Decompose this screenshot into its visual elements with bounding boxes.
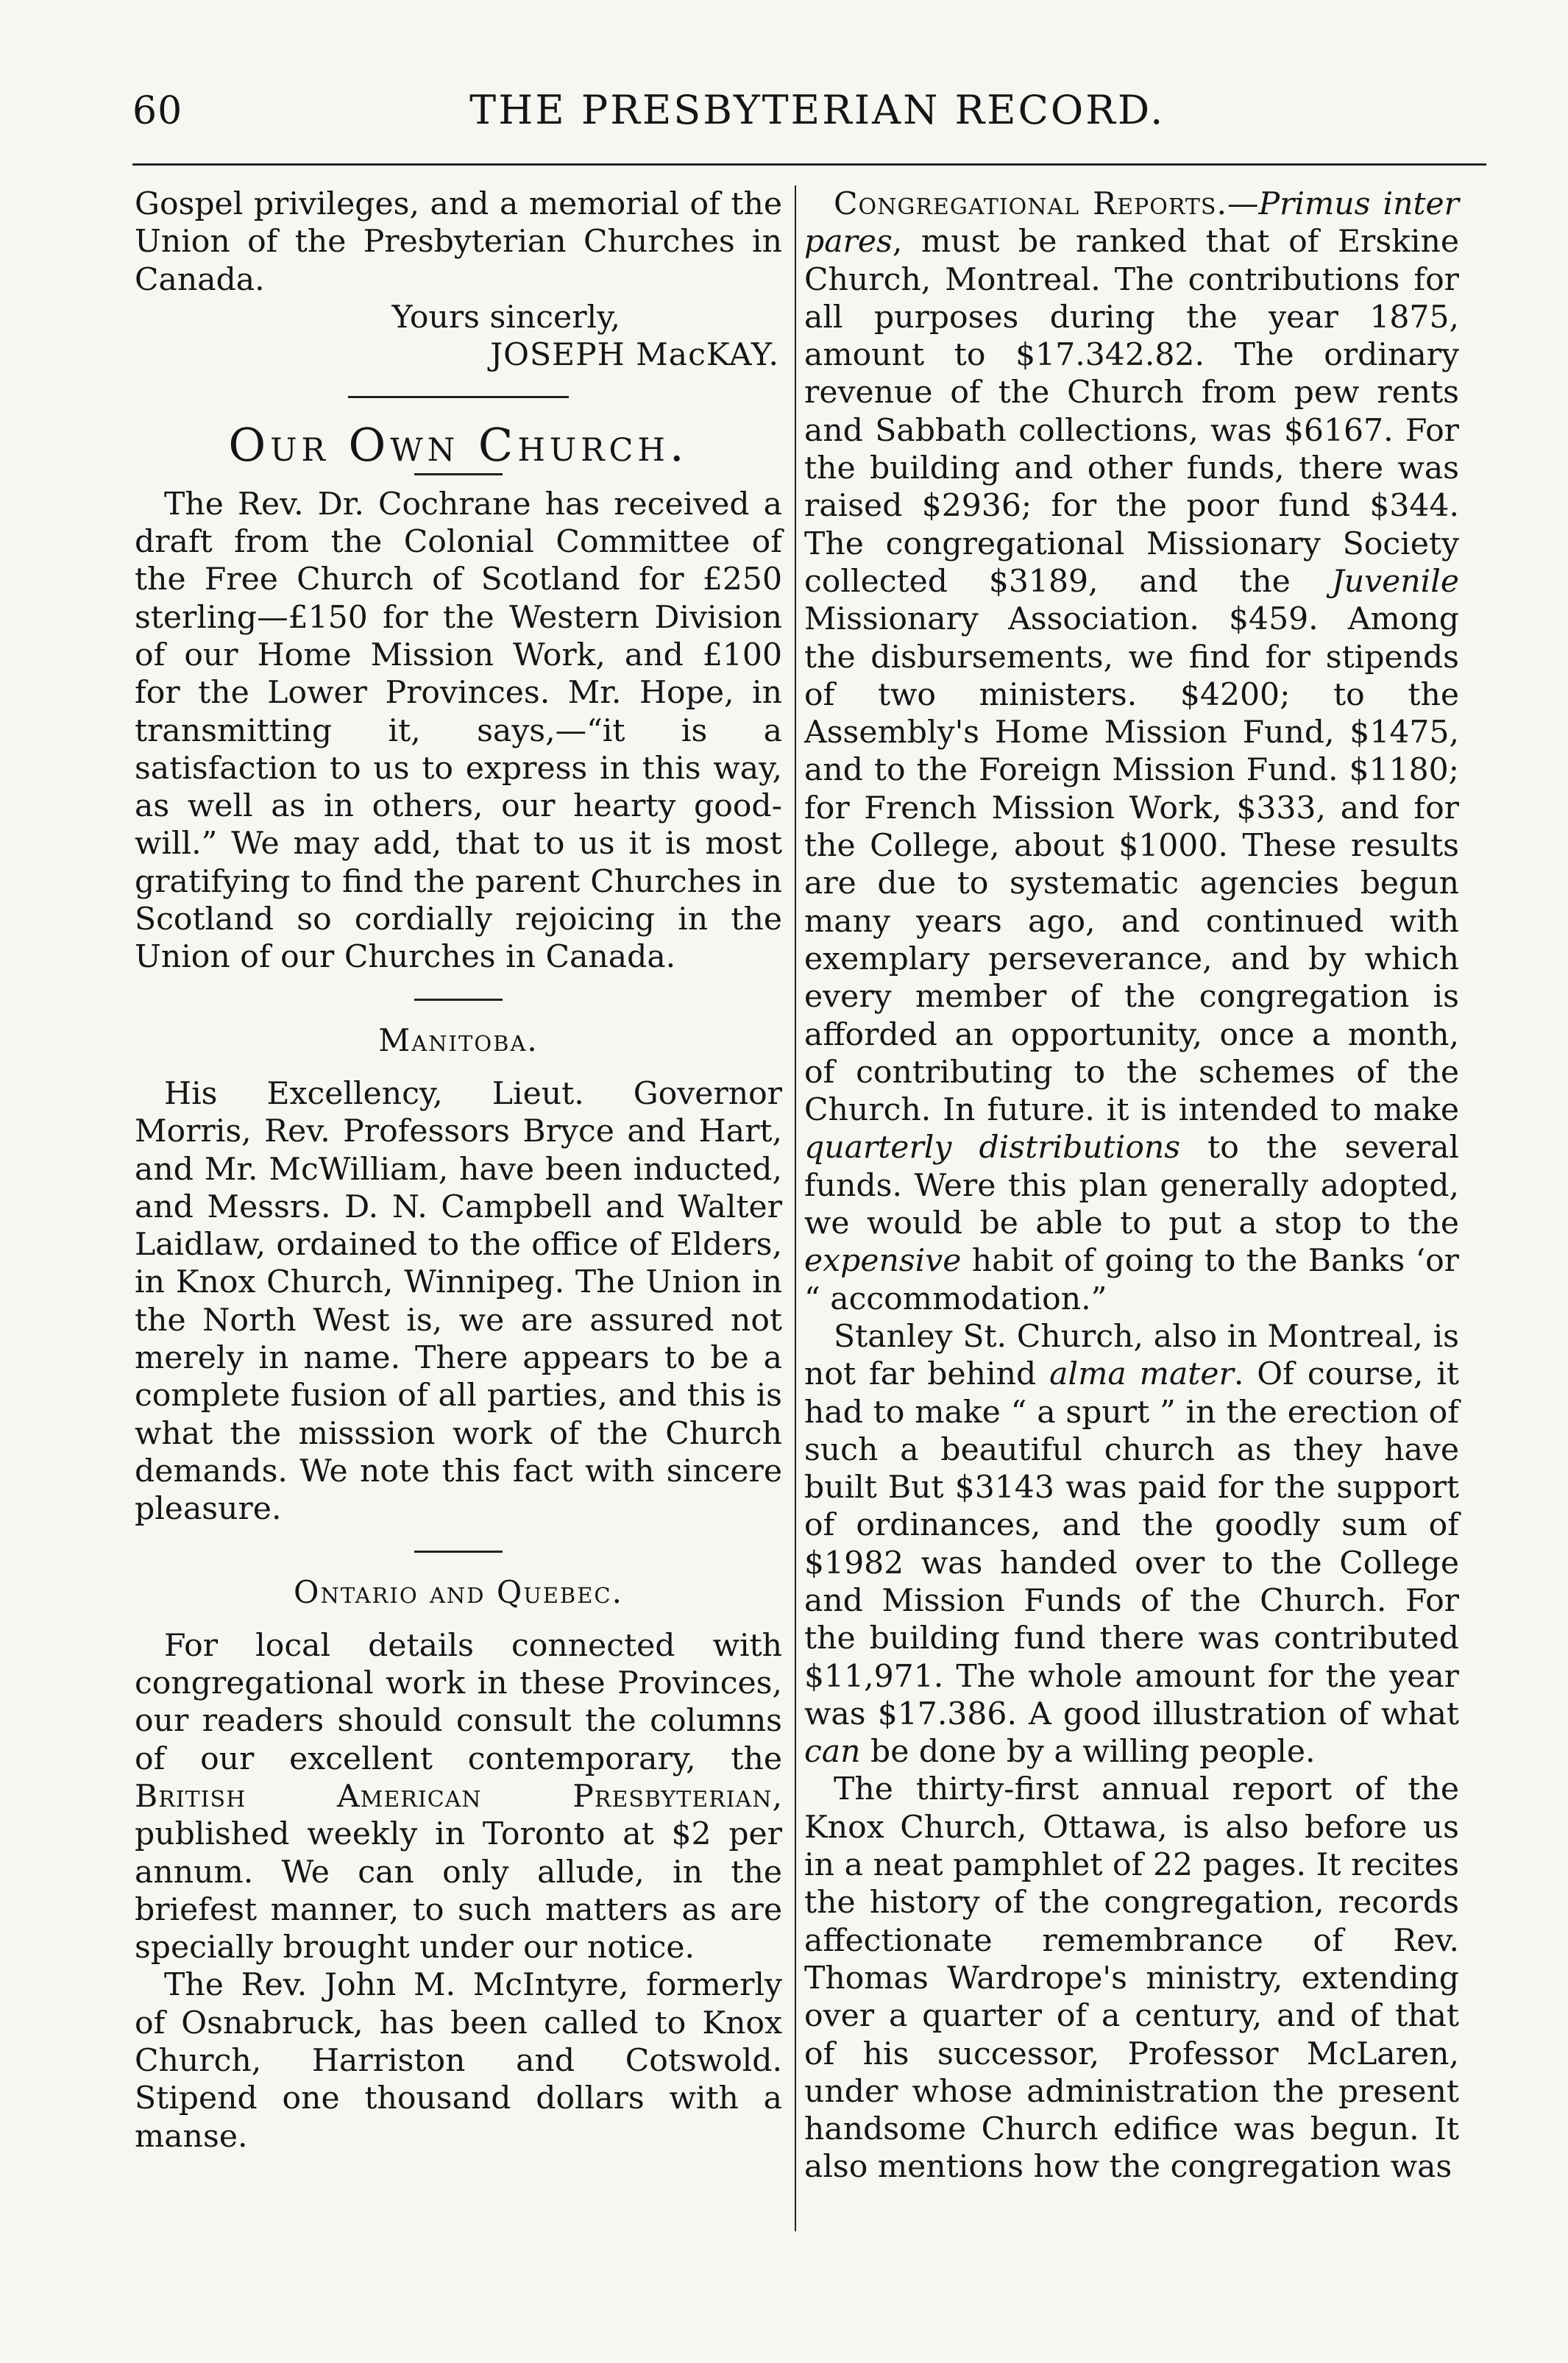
congregational-text-1: , must be ranked that of Erskine Church, Montreal. The contributions for all purposes during the year 1875, amount to $17.342.82. The ordinary revenue of the Church from pew rents and Sabbath collections, was $6167. For the building and other funds, there was raised $2936; for the poor fund $344. The congregational Missionary Society collected $3189, and the xyxy=(804,224,1459,600)
intro-paragraph: Gospel privileges, and a memorial of the Union of the Presbyterian Churches in Canada. xyxy=(135,186,782,298)
cochrane-paragraph: The Rev. Dr. Cochrane has received a draft from the Colonial Committee of the Free Church of Scotland for £250 sterling—£150 for the Western Division of our Home Mission Work, and £100 for the Lower Provinces. Mr. Hope, in transmitting it, says,—“it is a satisfaction to us to express in this way, as well as in others, our hearty good-will.” We may add, that to us it is most gratifying to find the parent Churches in Scotland so cordially rejoicing in the Union of our Churches in Canada. xyxy=(135,486,782,976)
manitoba-divider xyxy=(414,999,503,1001)
ontario-text-before: For local details connected with congregational work in these Provinces, our readers should consult the columns of our excellent contemporary, the xyxy=(135,1627,782,1777)
juvenile-italic: Juvenile xyxy=(1331,563,1459,600)
section-heading: Our Own Church. xyxy=(228,418,689,472)
congregational-heading: Congregational Reports. xyxy=(834,186,1227,222)
stanley-text-1: Stanley St. Church, also in Montreal, is not far behind xyxy=(804,1318,1459,1393)
left-column xyxy=(135,185,782,2253)
latin-phrase: Primus inter pares xyxy=(804,186,1459,261)
right-column xyxy=(804,185,1459,2253)
manitoba-paragraph: His Excellency, Lieut. Governor Morris, Rev. Professors Bryce and Hart, and Mr. McWilliam, have been inducted, and Messrs. D. N. Campbell and Walter Laidlaw, ordained to the office of Elders, in Knox Church, Winnipeg. The Union in the North West is, we are assured not merely in name. There appears to be a complete fusion of all parties, and this is what the misssion work of the Church demands. We note this fact with sincere pleasure. xyxy=(135,1075,782,1528)
em-dash: — xyxy=(1227,186,1259,222)
newspaper-name: British American Presbyterian xyxy=(135,1778,773,1815)
letter-signoff: Yours sincerly, xyxy=(391,299,620,336)
page-header xyxy=(132,87,1486,146)
congregational-text-3: to the several funds. Were this plan generally adopted, we would be able to put a stop to the xyxy=(804,1130,1459,1242)
ontario-paragraph xyxy=(135,1627,782,1967)
manitoba-heading: Manitoba. xyxy=(378,1021,539,1058)
alma-mater-italic: alma mater xyxy=(1049,1356,1234,1393)
header-rule xyxy=(132,163,1486,166)
congregational-paragraph xyxy=(804,185,1459,1318)
expensive-italic: expensive xyxy=(804,1243,962,1280)
ontario-divider xyxy=(414,1551,503,1553)
stanley-text-3: be done by a willing people. xyxy=(860,1734,1316,1771)
congregational-text-4: habit of going to the Banks ‘or “ accommodation.” xyxy=(804,1243,1459,1317)
column-divider xyxy=(795,185,796,2231)
knox-paragraph: The thirty-first annual report of the Knox Church, Ottawa, is also before us in a neat pamphlet of 22 pages. It recites the history of the congregation, records affectionate remembrance of Rev. Thomas Wardrope's ministry, extending over a quarter of a century, and of that of his successor, Professor McLaren, under whose administration the present handsome Church edifice was begun. It also mentions how the congregation was xyxy=(804,1771,1459,2186)
can-italic: can xyxy=(804,1734,861,1771)
letter-signature: JOSEPH MacKAY. xyxy=(490,337,779,374)
section-divider xyxy=(348,396,569,398)
mcintyre-paragraph: The Rev. John M. McIntyre, formerly of Osnabruck, has been called to Knox Church, Harriston and Cotswold. Stipend one thousand dollars with a manse. xyxy=(135,1967,782,2155)
stanley-paragraph xyxy=(804,1318,1459,1771)
journal-title: THE PRESBYTERIAN RECORD. xyxy=(469,87,1166,133)
ontario-text-after: , published weekly in Toronto at $2 per annum. We can only allude, in the briefest manner, to such matters as are specially brought under our notice. xyxy=(135,1778,782,1966)
stanley-text-2: . Of course, it had to make “ a spurt ” in the erection of such a beautiful church as they have built But $3143 was paid for the support of ordinances, and the goodly sum of $1982 was handed over to the College and Mission Funds of the Church. For the building fund there was contributed $11,971. The whole amount for the year was $17.386. A good illustration of what xyxy=(804,1356,1459,1732)
page-number: 60 xyxy=(132,89,183,133)
congregational-text-2: Missionary Association. $459. Among the disbursements, we find for stipends of two ministers. $4200; to the Assembly's Home Mission Fund, $1475, and to the Foreign Mission Fund. $1180; for French Mission Work, $333, and for the College, about $1000. These results are due to systematic agencies begun many years ago, and continued with exemplary perseverance, and by which every member of the congregation is afforded an opportunity, once a month, of contributing to the schemes of the Church. In future. it is intended to make xyxy=(804,601,1459,1129)
ontario-heading: Ontario and Quebec. xyxy=(294,1573,623,1610)
quarterly-italic: quarterly distributions xyxy=(804,1130,1181,1166)
heading-underline xyxy=(414,473,503,475)
